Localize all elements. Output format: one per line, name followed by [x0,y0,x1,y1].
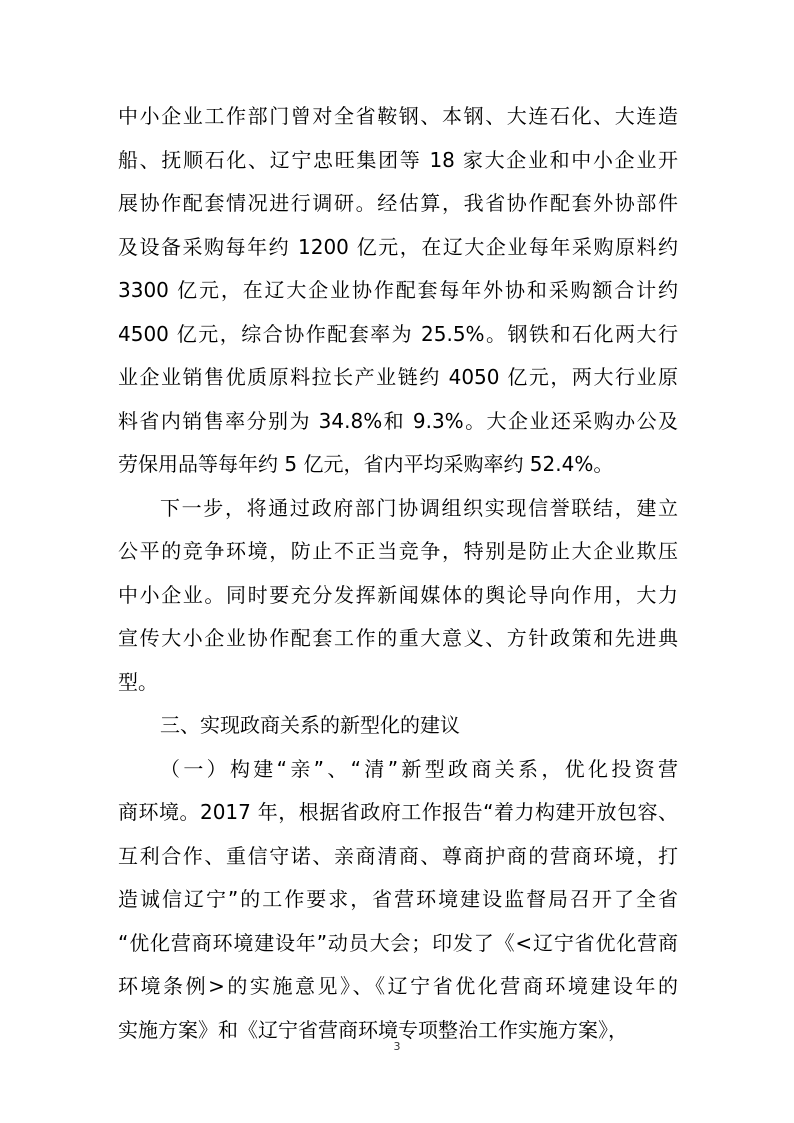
text-line: 展协作配套情况进行调研。经估算，我省协作配套外协部件 [118,191,678,215]
page-number: 3 [393,1040,401,1053]
text-line: 造诚信辽宁”的工作要求，省营环境建设监督局召开了全省 [118,887,678,911]
text-line: 环境条例>的实施意见》、《辽宁省优化营商环境建设年的 [118,974,678,998]
text-line: 型。 [118,670,158,694]
text-line: 船、抚顺石化、辽宁忠旺集团等 18 家大企业和中小企业开 [118,148,678,172]
text-line: 4500 亿元，综合协作配套率为 25.5%。钢铁和石化两大行 [118,322,678,346]
text-line: 商环境。2017 年，根据省政府工作报告“着力构建开放包容、 [118,800,678,824]
text-line: 劳保用品等每年约 5 亿元，省内平均采购率约 52.4%。 [118,452,614,476]
text-line: “优化营商环境建设年”动员大会；印发了《<辽宁省优化营商 [118,931,678,955]
text-line: 实施方案》和《辽宁省营商环境专项整治工作实施方案》， [118,1018,628,1042]
text-line: 公平的竞争环境，防止不正当竞争，特别是防止大企业欺压 [118,539,678,563]
text-line: 下一步，将通过政府部门协调组织实现信誉联结，建立 [160,496,678,520]
text-line: 宣传大小企业协作配套工作的重大意义、方针政策和先进典 [118,626,678,650]
text-line: 料省内销售率分别为 34.8%和 9.3%。大企业还采购办公及 [118,409,678,433]
text-line: 中小企业。同时要充分发挥新闻媒体的舆论导向作用，大力 [118,583,678,607]
text-line: 互利合作、重信守诺、亲商清商、尊商护商的营商环境，打 [118,844,678,868]
text-line: （一）构建“亲”、“清”新型政商关系，优化投资营 [160,757,678,781]
section-heading: 三、实现政商关系的新型化的建议 [160,713,460,737]
text-line: 业企业销售优质原料拉长产业链约 4050 亿元，两大行业原 [118,365,678,389]
text-line: 中小企业工作部门曾对全省鞍钢、本钢、大连石化、大连造 [118,104,678,128]
text-line: 及设备采购每年约 1200 亿元，在辽大企业每年采购原料约 [118,235,678,259]
text-line: 3300 亿元，在辽大企业协作配套每年外协和采购额合计约 [118,278,678,302]
